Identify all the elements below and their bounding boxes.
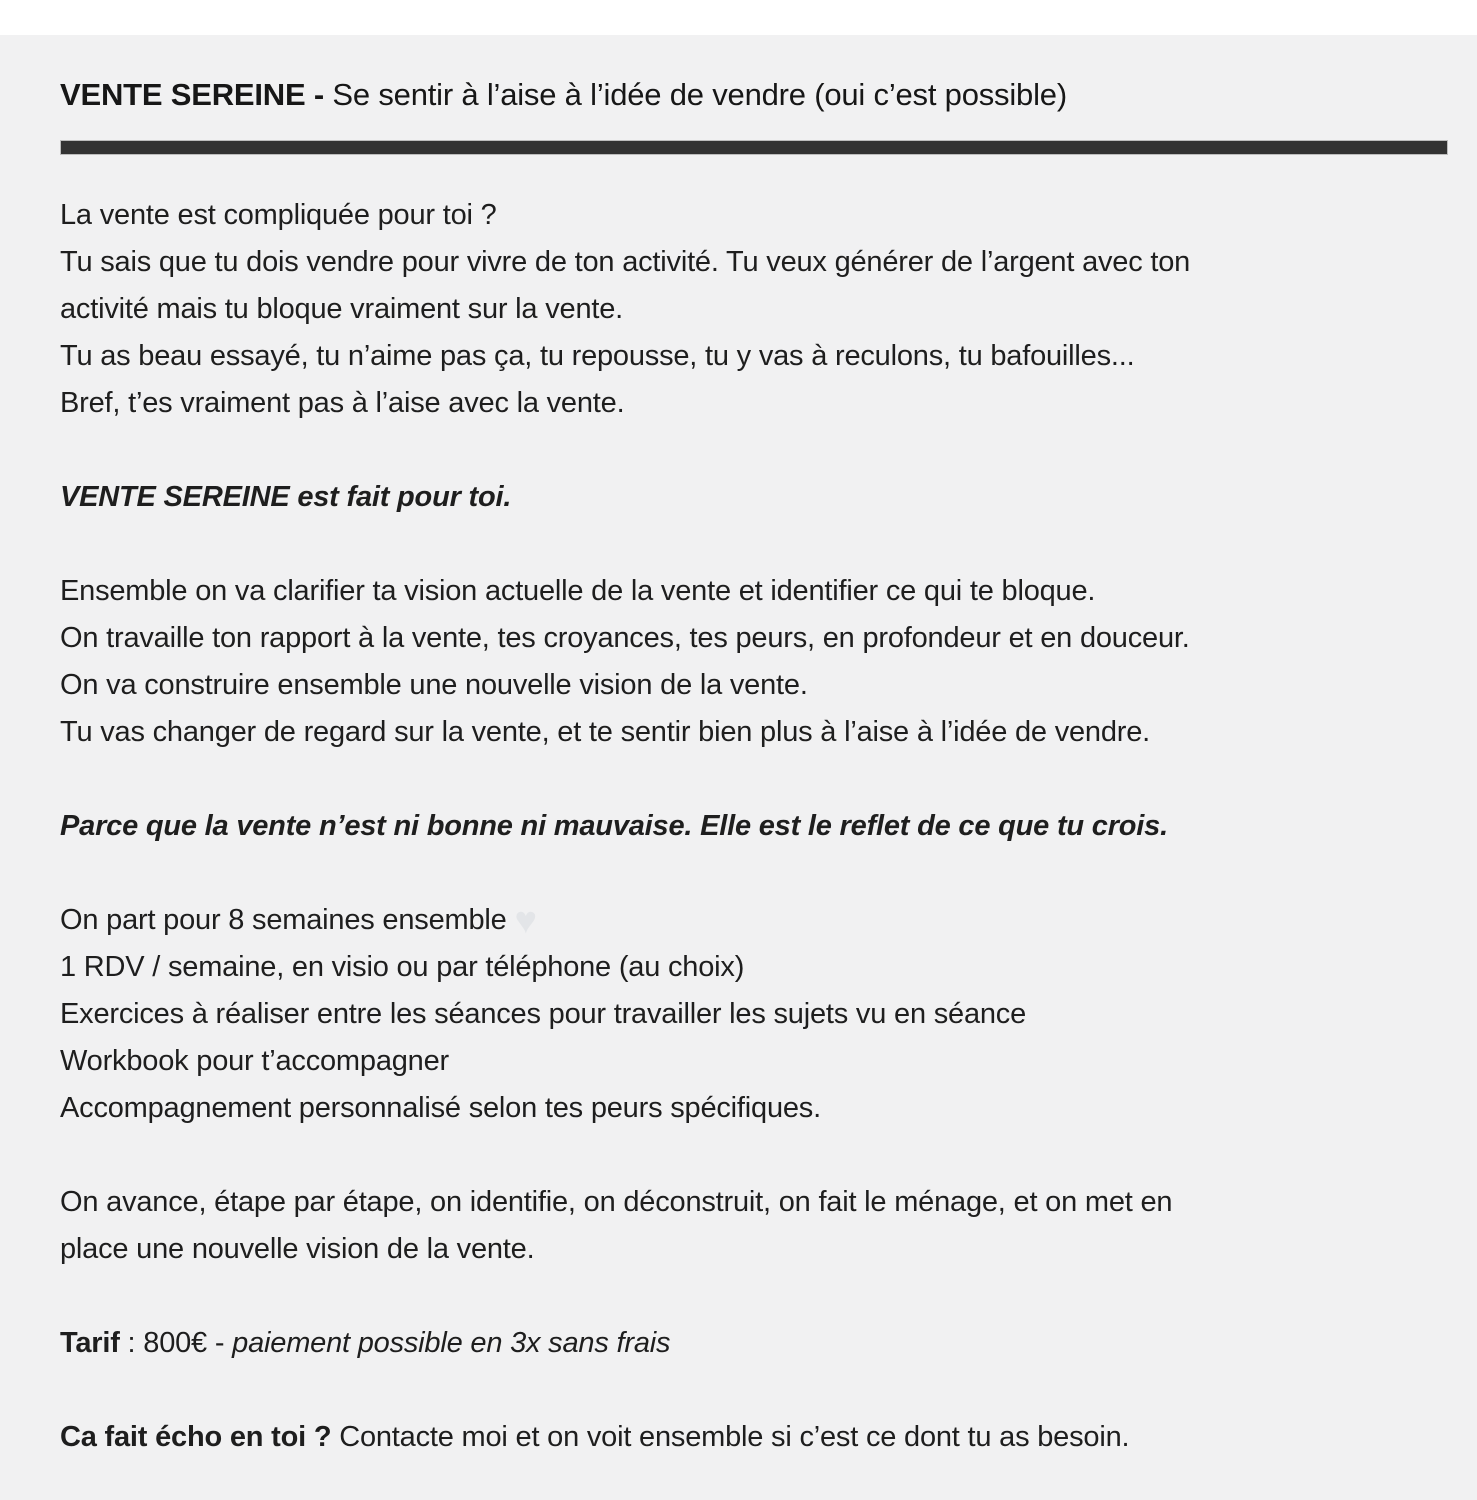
document-page: [0, 35, 1477, 1500]
text-segment: Ensemble on va clarifier ta vision actuelle de la vente et identifier ce qui te bloque.: [60, 575, 1096, 607]
body-paragraph: [60, 897, 1452, 1132]
text-segment: La vente est compliquée pour toi ?: [60, 199, 497, 231]
body-paragraph: [60, 1414, 1452, 1461]
body-paragraph: [60, 568, 1452, 756]
text-segment: On va construire ensemble une nouvelle vision de la vente.: [60, 669, 808, 701]
text-segment: Bref, t’es vraiment pas à l’aise avec la vente.: [60, 387, 625, 419]
text-segment: Exercices à réaliser entre les séances pour travailler les sujets vu en séance: [60, 998, 1027, 1030]
body-paragraph: [60, 1179, 1452, 1273]
body-paragraph: [60, 803, 1452, 850]
text-segment: 1 RDV / semaine, en visio ou par téléphone (au choix): [60, 951, 745, 983]
body-content: [60, 192, 1452, 1461]
body-paragraph: [60, 474, 1452, 521]
text-segment: paiement possible en 3x sans frais: [232, 1327, 671, 1359]
text-segment: Tu sais que tu dois vendre pour vivre de ton activité. Tu veux générer de l’argent avec ton: [60, 246, 1191, 278]
text-segment: Tu vas changer de regard sur la vente, et te sentir bien plus à l’aise à l’idée de vendre.: [60, 716, 1151, 748]
text-segment: activité mais tu bloque vraiment sur la vente.: [60, 293, 624, 325]
text-segment: : 800€ -: [119, 1327, 233, 1359]
body-paragraph: [60, 192, 1452, 427]
title-divider-rule: [60, 140, 1448, 155]
text-segment: Contacte moi et on voit ensemble si c’est ce dont tu as besoin.: [331, 1421, 1130, 1453]
text-segment: Workbook pour t’accompagner: [60, 1045, 449, 1077]
page-title: [60, 75, 1449, 115]
white-heart-icon: ♥: [514, 900, 537, 942]
text-segment: place une nouvelle vision de la vente.: [60, 1233, 535, 1265]
text-segment: Parce que la vente n’est ni bonne ni mauvaise. Elle est le reflet de ce que tu crois.: [60, 810, 1168, 842]
text-segment: On travaille ton rapport à la vente, tes croyances, tes peurs, en profondeur et en douceur.: [60, 622, 1190, 654]
text-segment: On avance, étape par étape, on identifie, on déconstruit, on fait le ménage, et on met en: [60, 1186, 1173, 1218]
body-paragraph: [60, 1320, 1452, 1367]
text-segment: Accompagnement personnalisé selon tes peurs spécifiques.: [60, 1092, 821, 1124]
page-title-subtitle: Se sentir à l’aise à l’idée de vendre (oui c’est possible): [332, 77, 1067, 112]
text-segment: VENTE SEREINE est fait pour toi.: [60, 481, 512, 513]
text-segment: Tarif: [60, 1327, 120, 1359]
text-segment: Ca fait écho en toi ?: [60, 1421, 332, 1453]
text-segment: On part pour 8 semaines ensemble: [60, 904, 515, 936]
top-white-strip: [0, 0, 1477, 35]
page-title-bold: VENTE SEREINE -: [60, 77, 333, 112]
text-segment: Tu as beau essayé, tu n’aime pas ça, tu repousse, tu y vas à reculons, tu bafouilles...: [60, 340, 1135, 372]
